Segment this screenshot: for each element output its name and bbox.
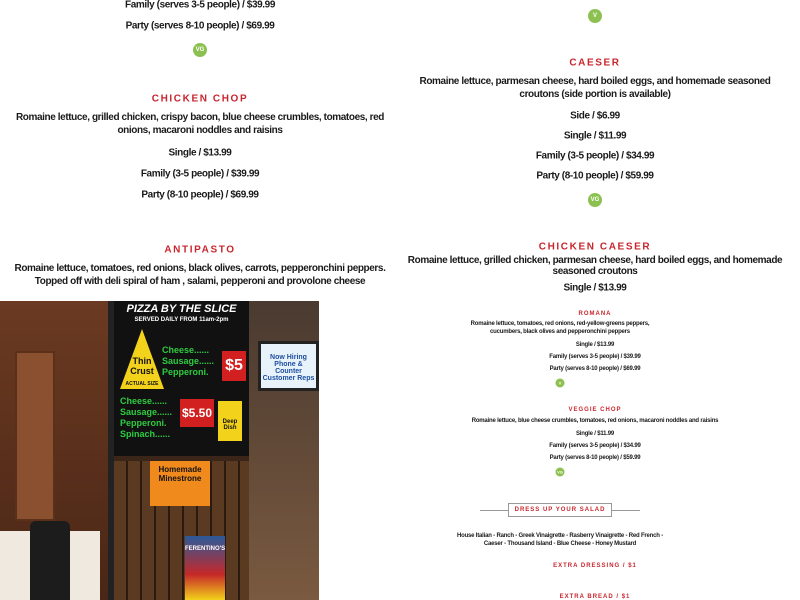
chicken-chop-party: Party (8-10 people) / $69.99 [141,189,259,201]
sign-sub: SERVED DAILY FROM 11am-2pm [134,317,229,323]
romana-single: Single / $13.99 [575,342,615,348]
chicken-chop-family: Family (3-5 people) / $39.99 [140,168,260,180]
tomato-can: FERENTINO'S [185,536,225,600]
restaurant-photo [0,301,319,600]
sign-title: PIZZA BY THE SLICE [126,303,237,315]
veggie-chop-single: Single / $11.99 [575,431,615,437]
chicken-caeser-title: CHICKEN CAESER [538,241,652,253]
romana-family: Family (serves 3-5 people) / $39.99 [549,354,641,360]
antipasto-desc: Romaine lettuce, tomatoes, red onions, black olives, carrots, pepperonchini peppers. Topped off with deli spiral of ham , salami, pepperoni and provolone cheese [14,263,386,287]
vegetarian-badge: VG [557,469,563,475]
chicken-chop-desc: Romaine lettuce, grilled chicken, crispy bacon, blue cheese crumbles, tomatoes, red onions, macaroni noddles and raisins [15,112,385,136]
dress-up-title: DRESS UP YOUR SALAD [508,503,613,517]
prev-family-price: Family (serves 3-5 people) / $39.99 [125,0,275,11]
chicken-chop-single: Single / $13.99 [168,147,232,159]
veggie-chop-desc: Romaine lettuce, blue cheese crumbles, tomatoes, red onions, macaroni noddles and raisins [471,418,719,424]
caeser-family: Family (3-5 people) / $34.99 [535,150,655,162]
divider [480,510,508,511]
divider [612,510,640,511]
caeser-title: CAESER [569,57,621,69]
antipasto-title: ANTIPASTO [164,244,236,256]
sign-list-2: Cheese...... Sausage...... Pepperoni. Spinach...... [120,396,173,439]
chicken-caeser-desc: Romaine lettuce, grilled chicken, parmesan cheese, hard boiled eggs, and homemade seasoned croutons [407,255,783,277]
actual-size-label: ACTUAL SIZE [125,381,159,387]
romana-party: Party (serves 8-10 people) / $69.99 [549,366,641,372]
romana-desc: Romaine lettuce, tomatoes, red onions, red-yellow-greens peppers, cucumbers, black olives and pepperonchini peppers [470,321,650,335]
deep-dish-label: Deep Dish [218,401,242,441]
minestrone-sign: Homemade Minestrone [150,461,210,506]
vegan-badge: V [556,379,565,388]
veggie-chop-party: Party (serves 8-10 people) / $59.99 [549,455,641,461]
caeser-party: Party (8-10 people) / $59.99 [536,170,654,182]
sign-price-2: $5.50 [180,399,214,427]
caeser-single: Single / $11.99 [563,130,627,142]
now-hiring-screen: Now Hiring Phone & Counter Customer Reps [258,341,319,391]
romana-title: ROMANA [578,311,612,317]
prev-party-price: Party (serves 8-10 people) / $69.99 [125,20,275,32]
sign-list-1: Cheese...... Sausage...... Pepperoni. [162,345,215,377]
vegetarian-badge: VG [193,43,207,57]
chicken-chop-title: CHICKEN CHOP [151,93,249,105]
dress-up-header [480,503,640,517]
extra-dressing: EXTRA DRESSING / $1 [553,563,637,569]
thin-crust-label: Thin Crust [130,356,154,376]
vegan-badge: V [588,9,602,23]
caeser-side: Side / $6.99 [570,110,620,122]
veggie-chop-family: Family (serves 3-5 people) / $34.99 [549,443,641,449]
veggie-chop-title: VEGGIE CHOP [568,407,622,413]
sign-price-1: $5 [222,351,246,381]
caeser-desc: Romaine lettuce, parmesan cheese, hard boiled eggs, and homemade seasoned croutons (side portion is available) [419,76,771,100]
vegetarian-badge: VG [588,193,602,207]
extra-bread: EXTRA BREAD / $1 [559,594,631,600]
chicken-caeser-single: Single / $13.99 [563,282,627,294]
dressing-list: House Italian - Ranch - Greek Vinaigrette - Rasberry Vinaigrette - Red French - Caeser - Thousand Island - Blue Cheese - Honey Mustard [456,533,664,547]
